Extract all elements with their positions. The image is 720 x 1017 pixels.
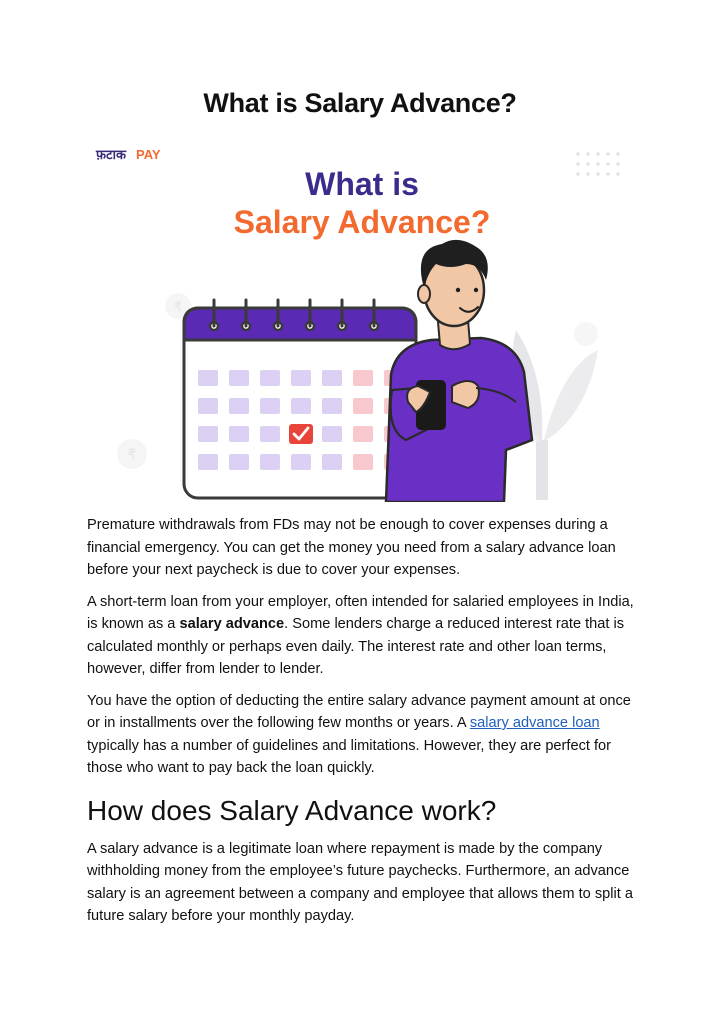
checkmark-icon: [289, 424, 313, 444]
calendar-icon: [184, 300, 416, 498]
svg-text:₹: ₹: [173, 300, 183, 315]
hero-illustration: [86, 140, 638, 502]
person-illustration: [386, 240, 532, 502]
paragraph-2-text: A short-term loan from your employer, often intended for salaried employees in India, is known as a: [87, 593, 634, 632]
paragraph-2: [87, 591, 637, 681]
section-heading: How does Salary Advance work?: [87, 794, 497, 826]
article-body: [87, 514, 637, 937]
brand-pay: PAY: [136, 147, 161, 162]
paragraph-3-text-end: typically has a number of guidelines and limitations. However, they are perfect for those who want to pay back the loan quickly.: [87, 737, 612, 776]
brand-hindi: फ़टाक: [96, 148, 126, 163]
paragraph-1: Premature withdrawals from FDs may not be enough to cover expenses during a financial emergency. You can get the money you need from a salary advance loan before your next paycheck is due to cover your expenses.: [87, 517, 616, 578]
dot-grid-decoration: [576, 152, 620, 176]
paragraph-3-text: You have the option of deducting the entire salary advance payment amount at once or in installments over the following few months or years. A: [87, 692, 631, 731]
salary-advance-loan-link[interactable]: salary advance loan: [469, 715, 600, 731]
paragraph-3: [87, 690, 637, 780]
hero-headline-line2: Salary Advance?: [233, 204, 491, 240]
salary-advance-bold: salary advance: [179, 616, 285, 632]
paragraph-4: A salary advance is a legitimate loan where repayment is made by the company withholding money from the employee’s future paychecks. Furthermore, an advance salary is an agreement between a company and employee that allows them to split a future salary before your monthly payday.: [87, 840, 633, 924]
svg-text:₹: ₹: [127, 447, 137, 463]
page-title: What is Salary Advance?: [203, 88, 517, 118]
hero-image: [86, 140, 638, 502]
paragraph-2-text-end: . Some lenders charge a reduced interest rate that is calculated monthly or perhaps even daily. The interest rate and other loan terms, however, differ from lender to lender.: [87, 616, 625, 677]
hero-headline-line1: What is: [305, 166, 419, 202]
